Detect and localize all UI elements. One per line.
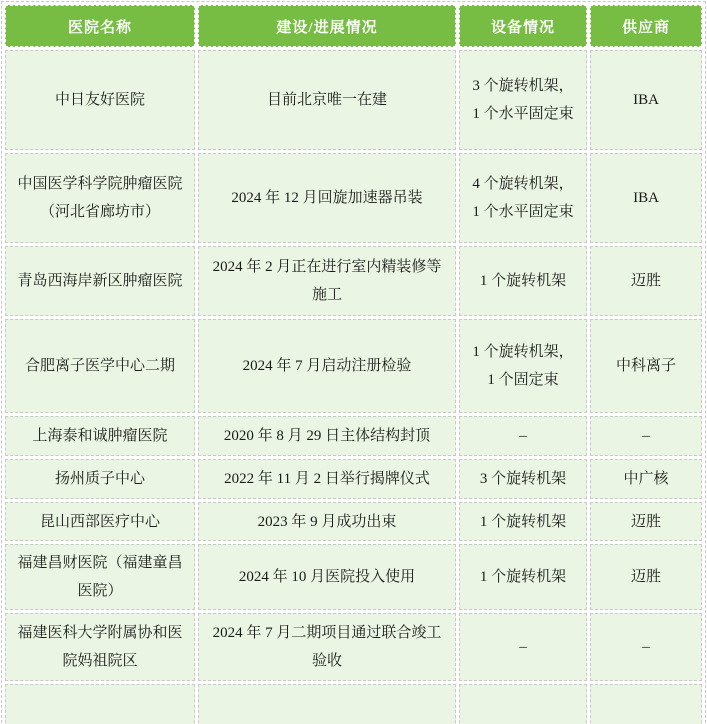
cell-equipment: 1 个旋转机架 [459, 246, 587, 316]
cell-hospital [5, 684, 195, 724]
table-row [5, 684, 702, 724]
cell-progress: 2020 年 8 月 29 日主体结构封顶 [198, 416, 456, 456]
table-row [5, 544, 702, 610]
cell-progress: 2024 年 2 月正在进行室内精装修等施工 [198, 246, 456, 316]
cell-hospital: 昆山西部医疗中心 [5, 502, 195, 541]
cell-supplier [590, 684, 702, 724]
column-header-construction-progress: 建设/进展情况 [198, 5, 456, 47]
cell-hospital: 青岛西海岸新区肿瘤医院 [5, 246, 195, 316]
cell-supplier: IBA [590, 50, 702, 150]
cell-progress: 2024 年 7 月二期项目通过联合竣工验收 [198, 613, 456, 681]
cell-equipment: 1 个旋转机架 [459, 544, 587, 610]
cell-equipment: – [459, 416, 587, 456]
cell-progress: 目前北京唯一在建 [198, 50, 456, 150]
table-row [5, 459, 702, 499]
table-row [5, 50, 702, 150]
column-header-hospital-name: 医院名称 [5, 5, 195, 47]
cell-progress: 2023 年 9 月成功出束 [198, 502, 456, 541]
table-row [5, 153, 702, 243]
cell-hospital: 福建医科大学附属协和医院妈祖院区 [5, 613, 195, 681]
cell-equipment: 1 个旋转机架 [459, 502, 587, 541]
cell-progress: 2022 年 11 月 2 日举行揭牌仪式 [198, 459, 456, 499]
column-header-supplier: 供应商 [590, 5, 702, 47]
table-row [5, 319, 702, 413]
table-row [5, 416, 702, 456]
cell-hospital: 合肥离子医学中心二期 [5, 319, 195, 413]
cell-equipment: 1 个旋转机架，1 个固定束 [459, 319, 587, 413]
column-header-equipment: 设备情况 [459, 5, 587, 47]
cell-equipment: – [459, 613, 587, 681]
cell-hospital: 中国医学科学院肿瘤医院（河北省廊坊市） [5, 153, 195, 243]
cell-progress: 2024 年 7 月启动注册检验 [198, 319, 456, 413]
cell-supplier: 中广核 [590, 459, 702, 499]
cell-equipment: 3 个旋转机架 [459, 459, 587, 499]
cell-hospital: 中日友好医院 [5, 50, 195, 150]
cell-supplier: – [590, 613, 702, 681]
cell-equipment [459, 684, 587, 724]
cell-supplier: – [590, 416, 702, 456]
cell-supplier: 迈胜 [590, 246, 702, 316]
table-row [5, 613, 702, 681]
cell-supplier: 中科离子 [590, 319, 702, 413]
table-row [5, 246, 702, 316]
cell-hospital: 上海泰和诚肿瘤医院 [5, 416, 195, 456]
proton-therapy-projects-table [1, 1, 706, 724]
cell-hospital: 福建昌财医院（福建童昌医院） [5, 544, 195, 610]
cell-supplier: IBA [590, 153, 702, 243]
cell-supplier: 迈胜 [590, 544, 702, 610]
cell-supplier: 迈胜 [590, 502, 702, 541]
table-header-row [5, 5, 702, 47]
cell-progress [198, 684, 456, 724]
cell-equipment: 4 个旋转机架，1 个水平固定束 [459, 153, 587, 243]
cell-hospital: 扬州质子中心 [5, 459, 195, 499]
cell-equipment: 3 个旋转机架，1 个水平固定束 [459, 50, 587, 150]
cell-progress: 2024 年 10 月医院投入使用 [198, 544, 456, 610]
cell-progress: 2024 年 12 月回旋加速器吊装 [198, 153, 456, 243]
table-row [5, 502, 702, 541]
